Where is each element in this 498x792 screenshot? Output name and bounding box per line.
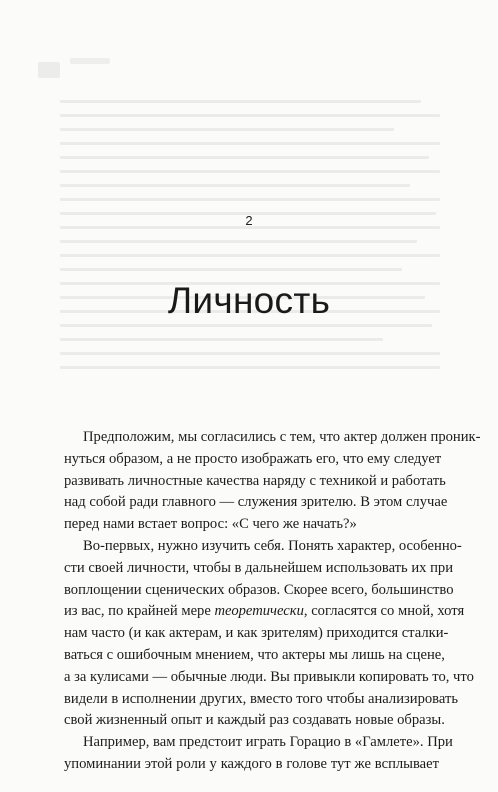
text-line: а за кулисами — обычные люди. Вы привыкли копировать то, что bbox=[64, 668, 474, 685]
text-line: Например, вам предстоит играть Горацио в «Гамлете». При bbox=[83, 734, 453, 751]
chapter-body bbox=[64, 427, 481, 776]
text-segment: согласятся со мной, хотя bbox=[311, 603, 465, 620]
text-line: свой жизненный опыт и каждый раз создавать новые образы. bbox=[64, 712, 445, 729]
text-line: перед нами встает вопрос: «С чего же начать?» bbox=[64, 516, 357, 533]
show-through-text bbox=[60, 100, 440, 400]
text-line: Во-первых, нужно изучить себя. Понять характер, особенно- bbox=[83, 537, 462, 554]
text-line: видели в исполнении других, вместо того чтобы анализировать bbox=[64, 690, 459, 707]
chapter-number: 2 bbox=[245, 213, 253, 228]
chapter-title: Личность bbox=[167, 280, 331, 321]
text-line: нуться образом, а не просто изображать его, что ему следует bbox=[64, 450, 442, 467]
text-line: сти своей личности, чтобы в дальнейшем использовать их при bbox=[64, 559, 454, 576]
text-line: нам часто (и как актерам, и как зрителям) приходится сталки- bbox=[64, 625, 449, 642]
text-line: ваться с ошибочным мнением, что актеры мы лишь на сцене, bbox=[64, 646, 445, 663]
text-segment: из вас, по крайней мере bbox=[64, 603, 211, 620]
text-line: воплощении сценических образов. Скорее всего, большинство bbox=[64, 581, 454, 598]
text-line: над собой ради главного — служения зрителю. В этом случае bbox=[64, 494, 448, 511]
show-through-mark bbox=[70, 58, 110, 64]
text-line: упоминании этой роли у каждого в голове тут же всплывает bbox=[64, 755, 439, 772]
text-line-with-italic: из вас, по крайней мере теоретически, согласятся со мной, хотя bbox=[64, 603, 465, 620]
italic-word: теоретически bbox=[214, 603, 304, 620]
text-line: Предположим, мы согласились с тем, что актер должен проник- bbox=[83, 429, 481, 445]
text-line: развивать личностные качества наряду с техникой и работать bbox=[64, 472, 446, 489]
show-through-mark bbox=[38, 62, 60, 78]
